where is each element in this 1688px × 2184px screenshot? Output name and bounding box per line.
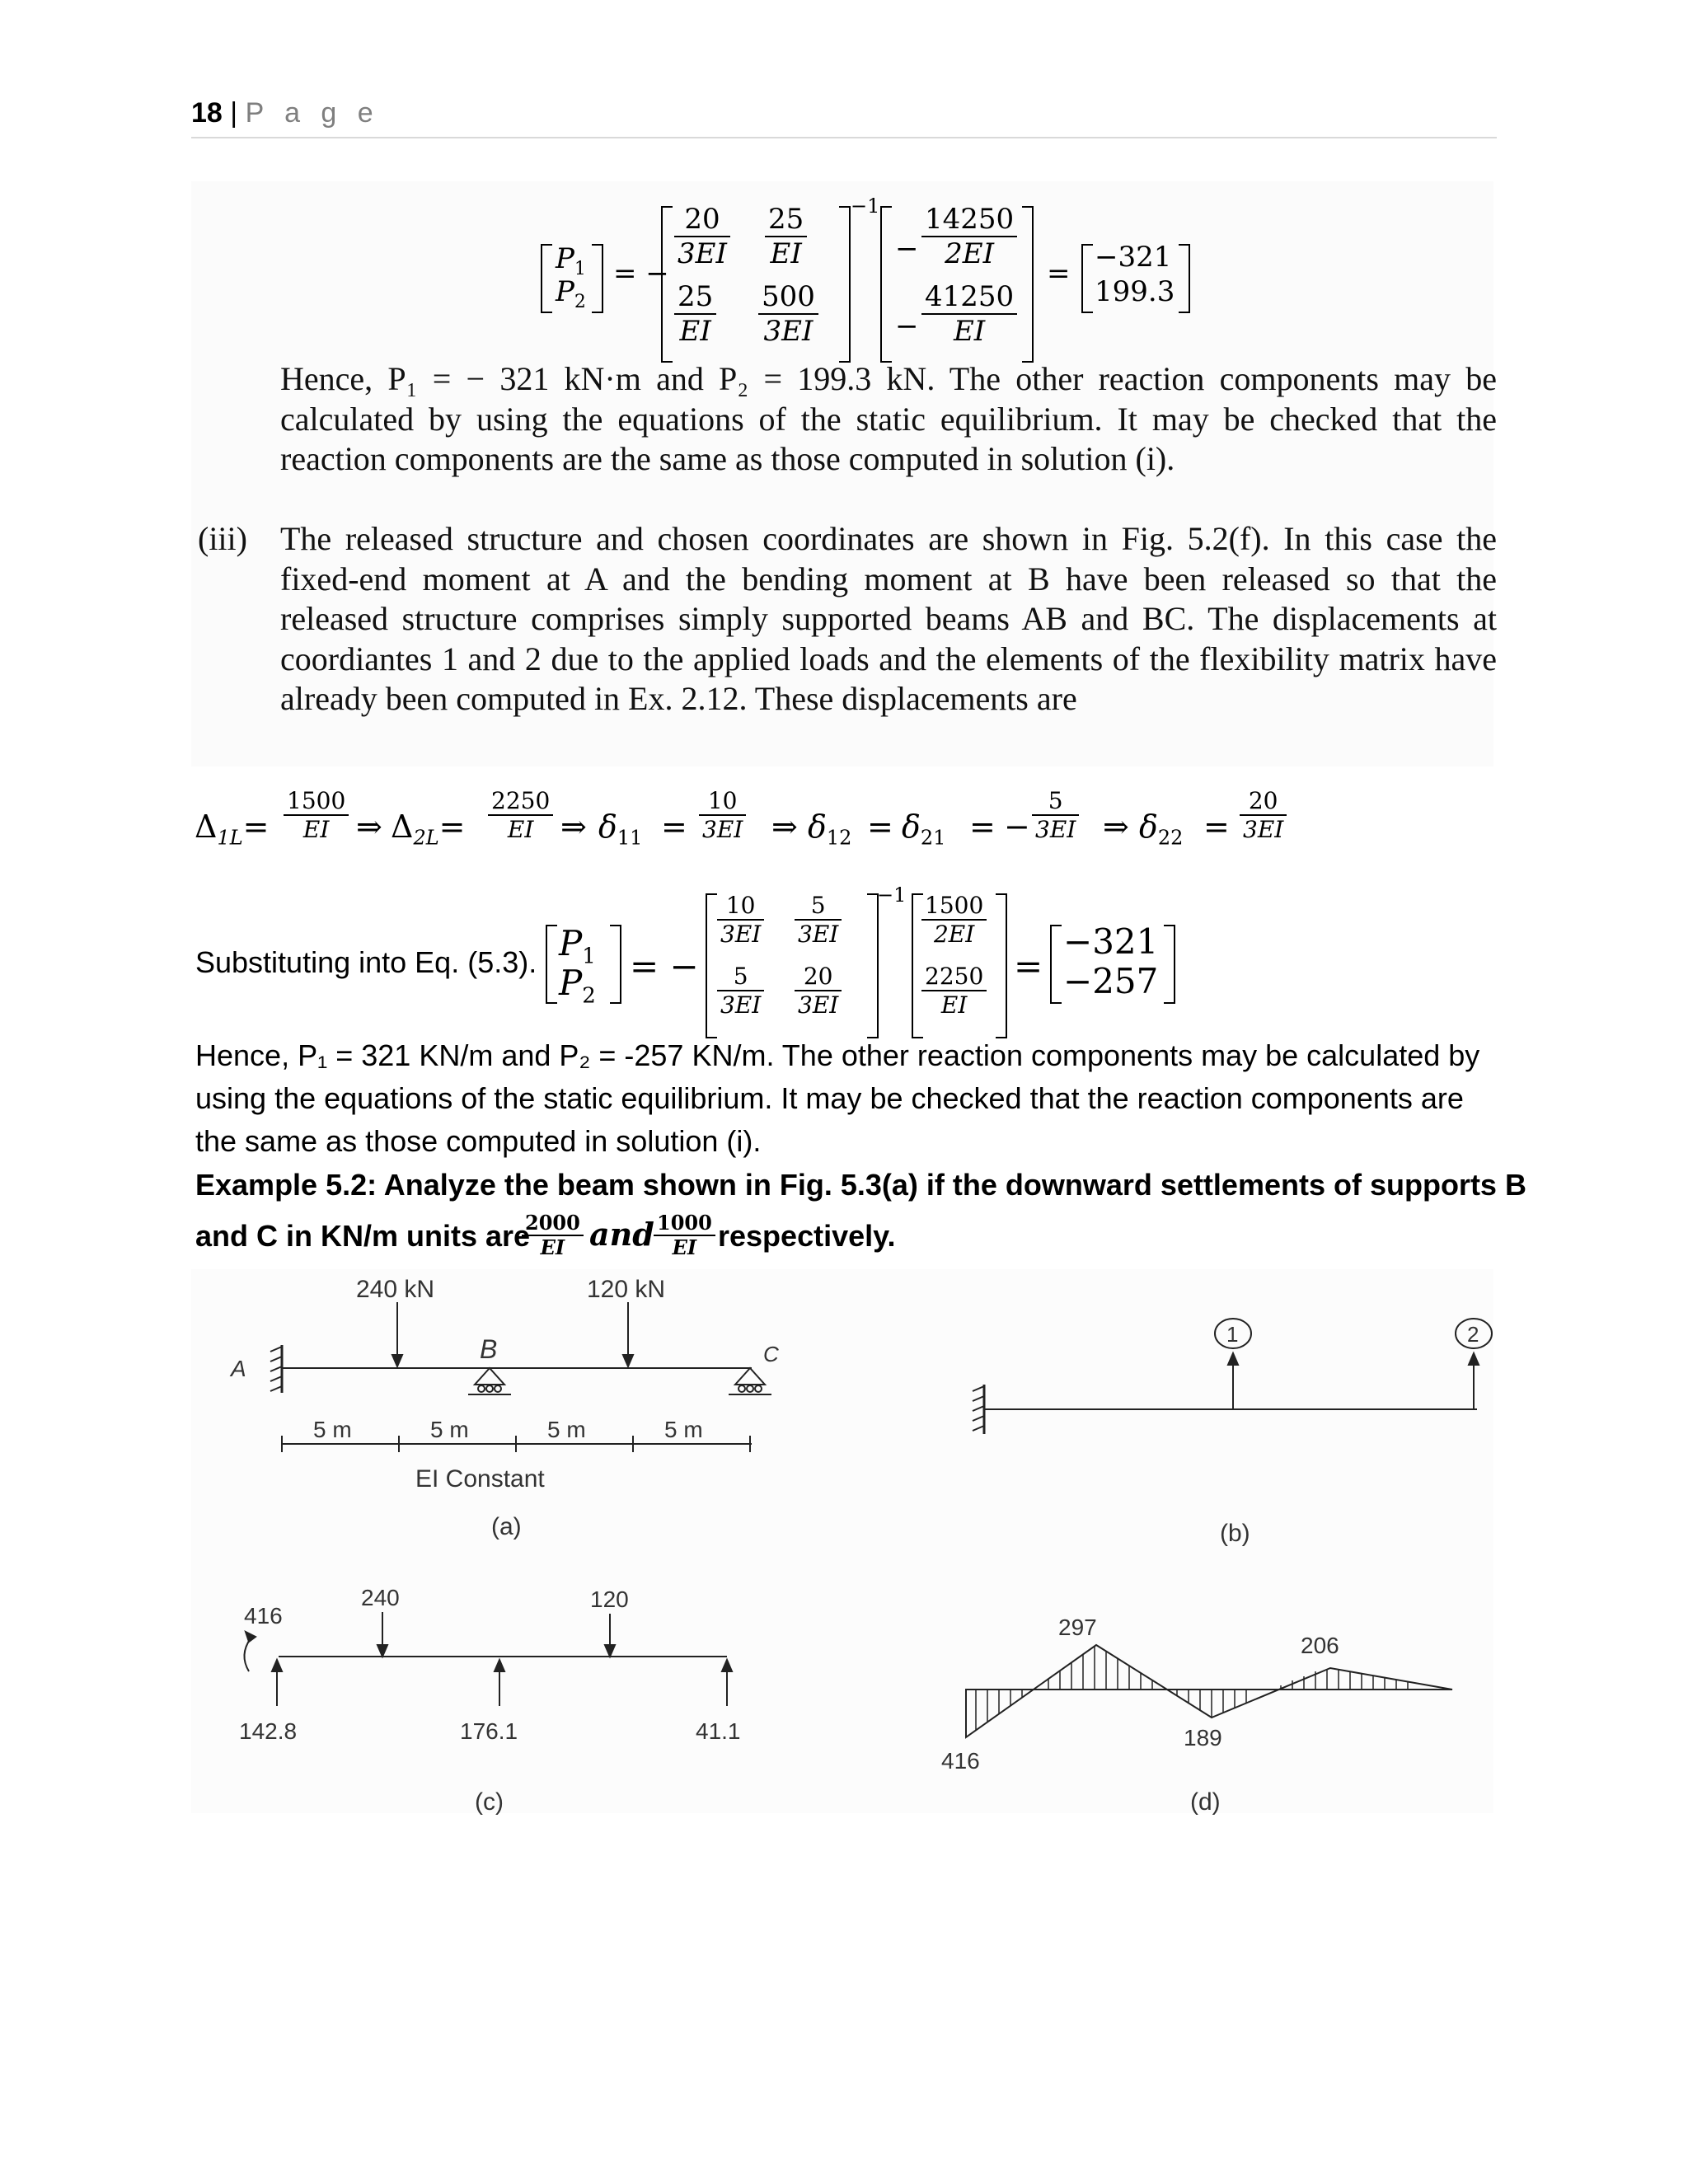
fig-c-load-1-label: 240 [361, 1585, 400, 1610]
m3-b2: $\frac{2250}{EI}$ [921, 963, 987, 1019]
figure-5-3 [191, 1269, 1493, 1830]
fig-d-value-206: 206 [1301, 1633, 1339, 1658]
fig-c-reaction-2: 176.1 [460, 1718, 518, 1744]
fig-a-label-c: C [763, 1342, 779, 1366]
equation-1: $P_1$ $P_2$ = − $\frac{20}{3EI}$ $\frac{25}{EI}$ $\frac{25}{EI}$ $\frac{500}{3EI}$ −1 − $\frac{14250}{2EI}$ − $\frac{41250}{EI}$ = −321 199.3 [528, 194, 1187, 364]
fig-a-span-2: 5 m [430, 1417, 469, 1442]
example-heading-line-1: Example 5.2: Analyze the beam shown in Fig. 5.3(a) if the downward settlements of supports B [195, 1168, 1526, 1202]
fig-b-coord-1-label: 1 [1226, 1322, 1239, 1347]
m1-b2: $\frac{41250}{EI}$ [921, 280, 1017, 348]
m1-result-1: −321 [1095, 241, 1172, 274]
fig-c-reaction-1: 142.8 [239, 1718, 298, 1744]
substituting-label: Substituting into Eq. (5.3). [195, 945, 537, 979]
fig-a-caption: (a) [491, 1513, 522, 1540]
fig-c-load-2-label: 120 [590, 1586, 629, 1612]
m3-result-1: −321 [1063, 921, 1159, 962]
fig-a-span-3: 5 m [547, 1417, 586, 1442]
example-heading-line-2: and C in KN/m units are $\frac{2000}{EI}$ and $\frac{1000}{EI}$ respectively. [195, 1211, 896, 1259]
m3-b1: $\frac{1500}{2EI}$ [921, 892, 987, 948]
equation-2: $\Delta_{1L}=$ $\frac{1500}{EI}$ ⇒ $\Delta_{2L}=$ $\frac{2250}{EI}$ ⇒ $\delta_{11}$ = $\frac{10}{3EI}$ ⇒ $\delta_{12}$ = $\delta_{21}$ = − $\frac{5}{3EI}$ ⇒ $\delta_{22}$ = $\frac{20}{3EI}$ [195, 787, 1332, 866]
scan-item-label: (iii) [198, 520, 247, 557]
fig-c-caption: (c) [475, 1788, 504, 1816]
page-label: P a g e [245, 97, 380, 129]
scan-paragraph-1: Hence, P₁ = − 321 kN·m and P₂ = 199.3 kN. The other reaction components may be calculated by using the equations of the static equilibrium. It may be checked that the reaction components are the same as those computed in solution (i). [280, 360, 1497, 477]
hence-paragraph: Hence, P₁ = 321 KN/m and P₂ = -257 KN/m. The other reaction components may be calculated by using the equations of the static equilibrium. It may be checked that the reaction components are the same as those computed in solution (i). [195, 1038, 1480, 1158]
m1-result-2: 199.3 [1095, 275, 1175, 308]
fig-b-caption: (b) [1220, 1520, 1250, 1547]
fig-d-caption: (d) [1190, 1788, 1221, 1816]
fig-c-reaction-3: 41.1 [696, 1718, 741, 1744]
fig-d-value-416: 416 [941, 1748, 980, 1774]
m3-a12: $\frac{5}{3EI}$ [795, 892, 842, 948]
m1-b1: $\frac{14250}{2EI}$ [921, 203, 1017, 270]
fig-d-value-297: 297 [1058, 1615, 1097, 1640]
equation-3: $P_1$ $P_2$ = − $\frac{10}{3EI}$ $\frac{5}{3EI}$ $\frac{5}{3EI}$ $\frac{20}{3EI}$ −1 $\frac{1500}{2EI}$ $\frac{2250}{EI}$ = −321 −257 [544, 883, 1203, 1040]
m3-a21: $\frac{5}{3EI}$ [717, 963, 764, 1019]
figure-background [191, 1269, 1493, 1813]
inverse-exponent: −1 [851, 194, 880, 218]
header-separator: | [222, 97, 246, 129]
m1-a12: $\frac{25}{EI}$ [765, 203, 807, 270]
m3-result-2: −257 [1063, 961, 1159, 1001]
m1-a11: $\frac{20}{3EI}$ [674, 203, 730, 270]
scan-paragraph-2: The released structure and chosen coordinates are shown in Fig. 5.2(f). In this case the fixed-end moment at A and the bending moment at B have been released so that the released structure comprises simply supported beams AB and BC. The displacements at coordiantes 1 and 2 due to the applied loads and the elements of the flexibility matrix have already been computed in Ex. 2.12. These displacements are [280, 520, 1497, 717]
p2-symbol: P [556, 275, 574, 308]
fig-a-label-a: A [231, 1356, 246, 1381]
inverse-exponent: −1 [877, 883, 907, 907]
fig-a-note: EI Constant [415, 1465, 545, 1493]
fig-b-coord-2-label: 2 [1467, 1322, 1479, 1347]
fig-d-value-189: 189 [1184, 1725, 1222, 1750]
fig-a-load-2-label: 120 kN [587, 1276, 666, 1303]
p1-symbol: P [556, 242, 574, 275]
page-header [191, 97, 380, 129]
fig-c-moment-label: 416 [244, 1603, 283, 1629]
m3-a11: $\frac{10}{3EI}$ [717, 892, 764, 948]
fig-a-load-1-label: 240 kN [356, 1276, 435, 1303]
fig-a-span-1: 5 m [313, 1417, 352, 1442]
page-number: 18 [191, 97, 223, 129]
header-rule [191, 137, 1497, 138]
fig-a-label-b: B [480, 1334, 498, 1364]
fig-a-span-4: 5 m [664, 1417, 703, 1442]
m1-a21: $\frac{25}{EI}$ [674, 280, 716, 348]
m3-a22: $\frac{20}{3EI}$ [795, 963, 842, 1019]
m1-a22: $\frac{500}{3EI}$ [758, 280, 818, 348]
